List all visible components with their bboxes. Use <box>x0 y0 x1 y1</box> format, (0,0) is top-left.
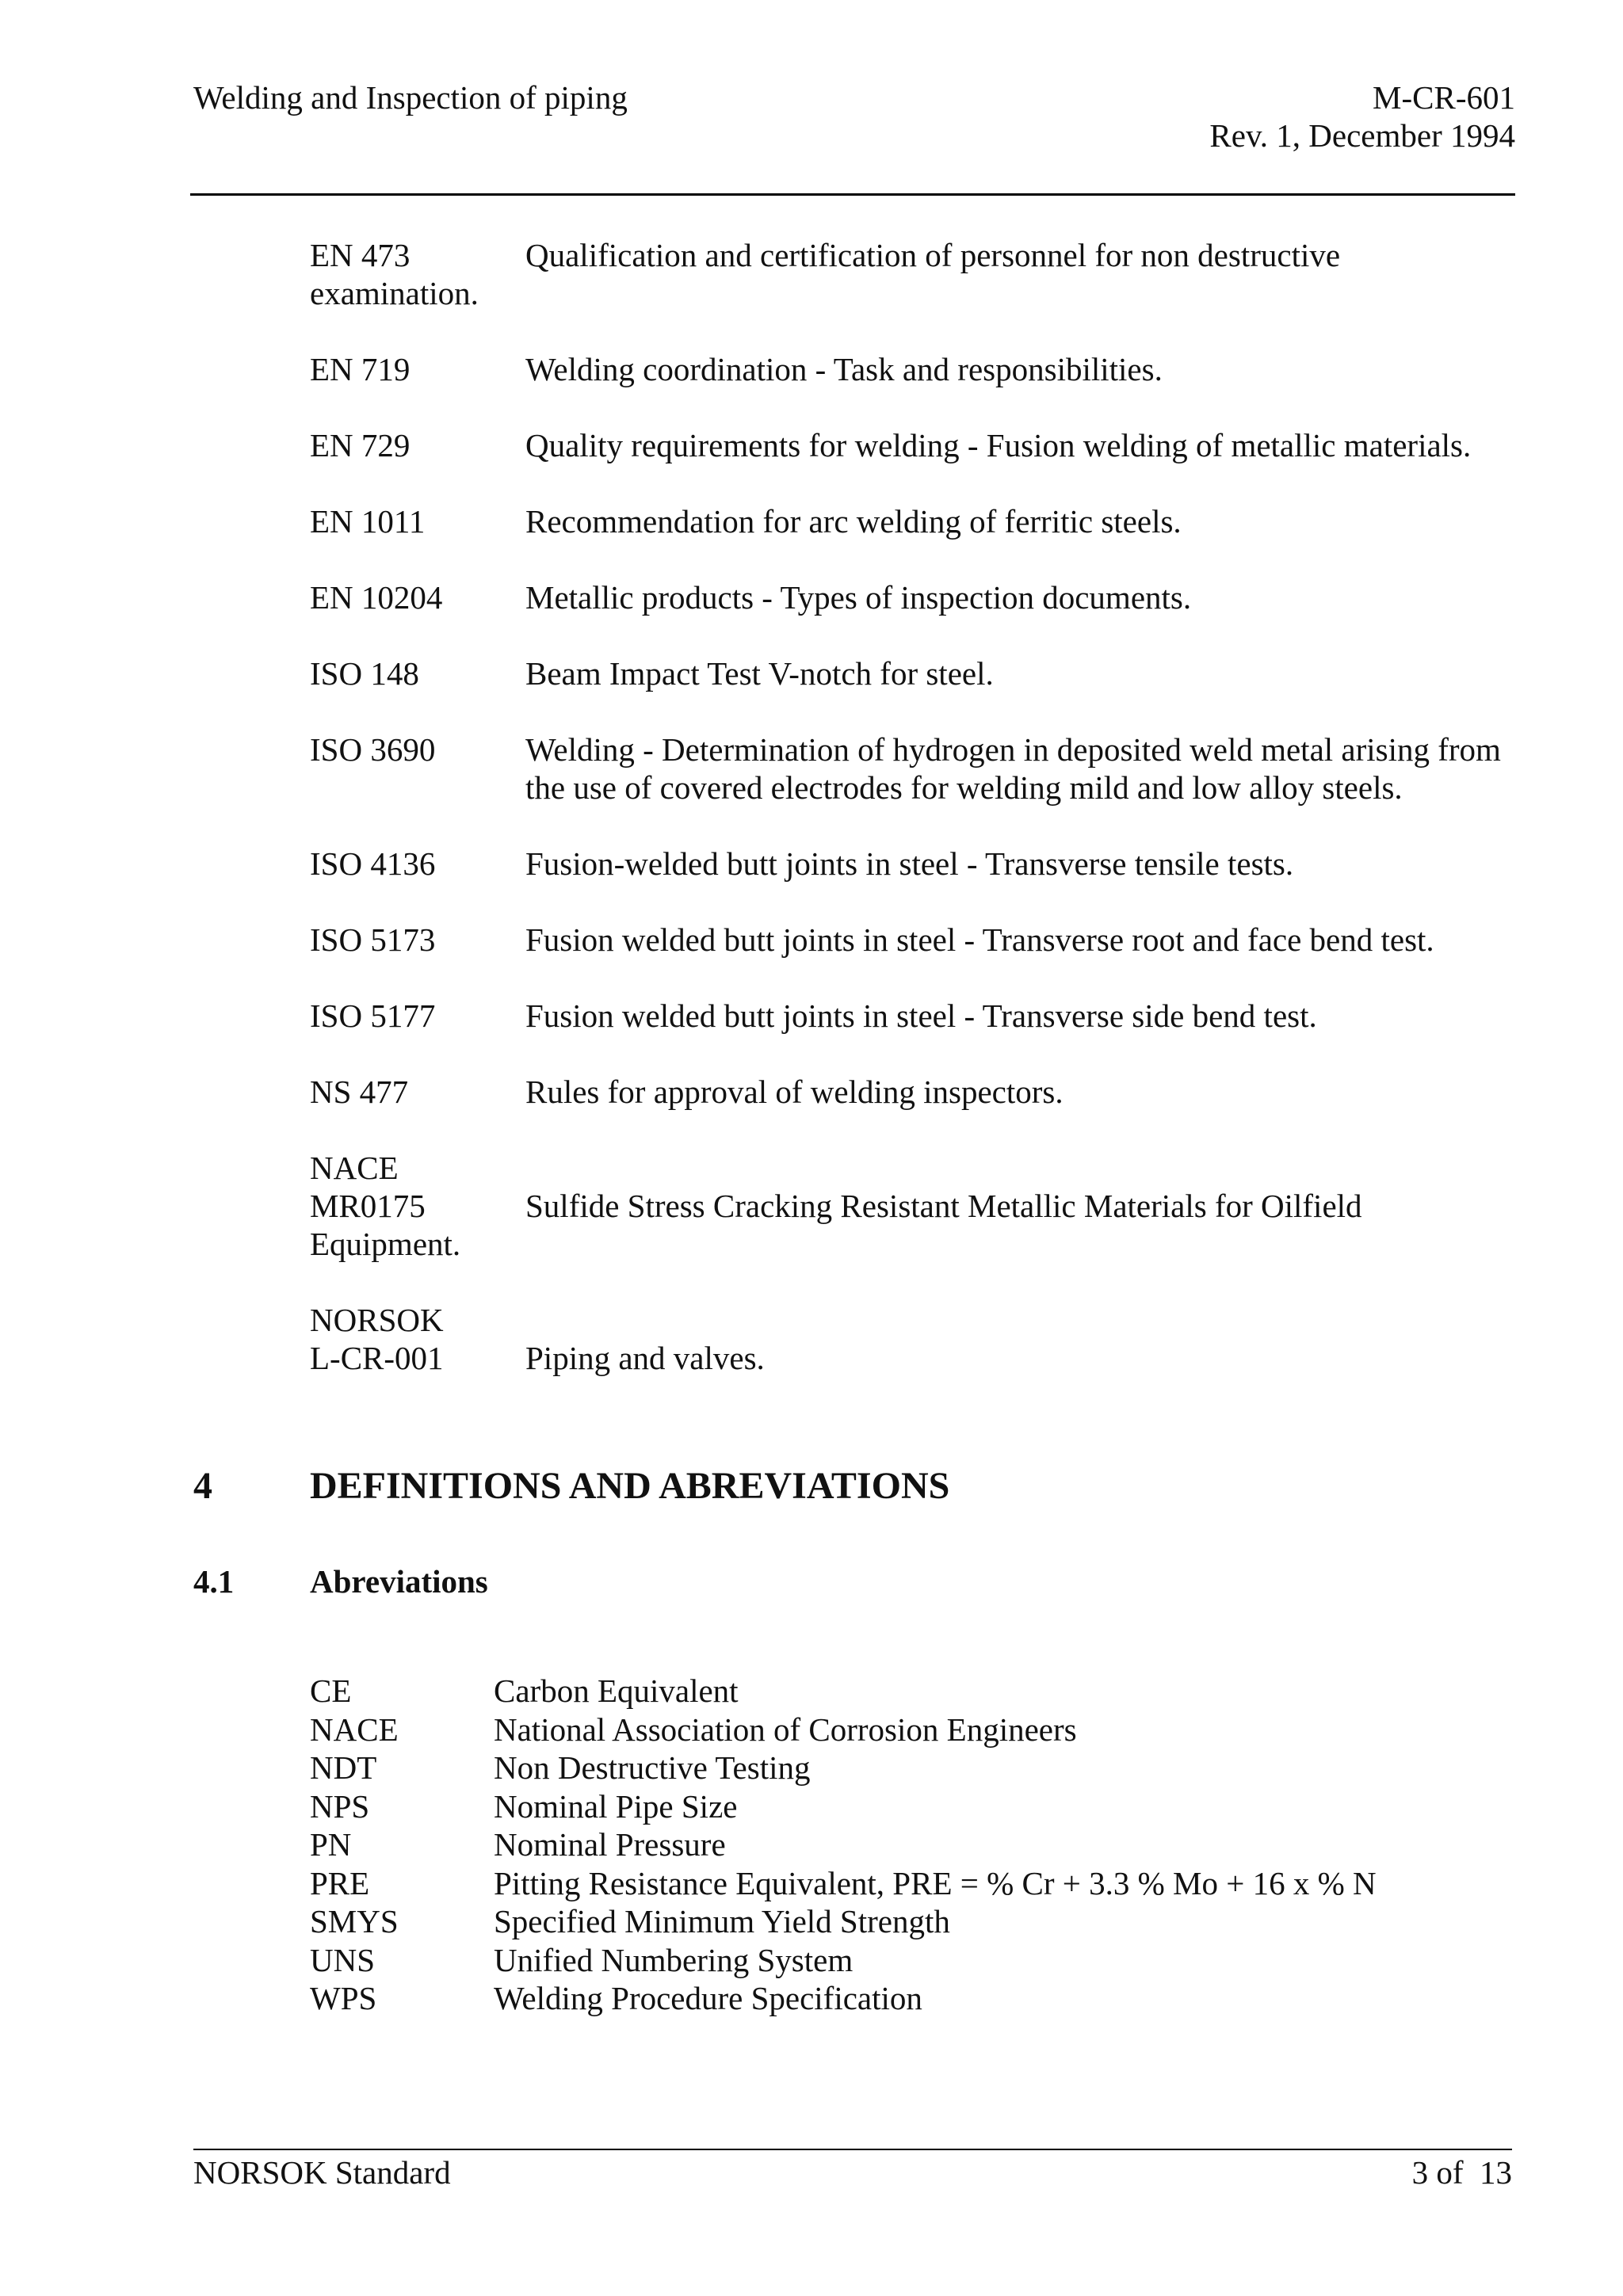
reference-description: Sulfide Stress Cracking Resistant Metallic Materials for Oilfield <box>525 1188 1362 1224</box>
reference-code: EN 1011 <box>310 503 426 540</box>
reference-code: EN 10204 <box>310 579 443 616</box>
reference-description: Recommendation for arc welding of ferritic steels. <box>525 503 1182 540</box>
abbreviation-row <box>310 1979 1377 2018</box>
revision: Rev. 1, December 1994 <box>1209 117 1515 154</box>
abbreviation-code: WPS <box>310 1980 377 2016</box>
reference-description: Metallic products - Types of inspection documents. <box>525 579 1192 616</box>
abbreviation-code: NPS <box>310 1787 370 1825</box>
reference-item <box>310 426 1518 464</box>
abbreviation-meaning: Carbon Equivalent <box>494 1672 739 1709</box>
abbreviation-meaning: Welding Procedure Specification <box>494 1980 922 2016</box>
reference-code: ISO 148 <box>310 655 419 692</box>
header-title: Welding and Inspection of piping <box>193 79 628 116</box>
abbreviation-code: NDT <box>310 1749 377 1786</box>
abbreviation-meaning: Unified Numbering System <box>494 1941 854 1978</box>
subsection-heading <box>193 1562 488 1600</box>
reference-description: Rules for approval of welding inspectors. <box>525 1074 1064 1110</box>
abbreviation-list <box>310 1672 1377 2018</box>
reference-item <box>310 845 1518 883</box>
reference-code: ISO 3690 <box>310 731 436 768</box>
abbreviation-meaning: National Association of Corrosion Engineers <box>494 1711 1077 1748</box>
reference-description: Fusion-welded butt joints in steel - Transverse tensile tests. <box>525 845 1294 882</box>
abbreviation-row <box>310 1941 1377 1980</box>
reference-item <box>310 1149 1518 1263</box>
reference-item <box>310 921 1518 959</box>
reference-code: EN 473 <box>310 237 411 273</box>
reference-code: ISO 5177 <box>310 997 436 1034</box>
reference-description-tail: examination. <box>310 275 479 311</box>
abbreviation-code: SMYS <box>310 1903 399 1939</box>
subsection-title: Abreviations <box>310 1563 488 1600</box>
reference-description: Piping and valves. <box>525 1340 765 1376</box>
abbreviation-meaning: Non Destructive Testing <box>494 1749 811 1786</box>
reference-description: Welding - Determination of hydrogen in deposited weld metal arising from the use of covered electrodes for welding mild and low alloy steels. <box>525 731 1501 806</box>
reference-code: EN 729 <box>310 427 411 463</box>
reference-item <box>310 1073 1518 1111</box>
reference-code: ISO 4136 <box>310 845 436 882</box>
section-heading <box>193 1464 949 1508</box>
reference-code-line2: MR0175 <box>310 1188 426 1224</box>
reference-item <box>310 730 1518 807</box>
doc-number: M-CR-601 <box>1373 79 1515 116</box>
section-title: DEFINITIONS AND ABREVIATIONS <box>310 1465 950 1507</box>
abbreviation-code: UNS <box>310 1941 376 1978</box>
abbreviation-row <box>310 1864 1377 1903</box>
abbreviation-code: PN <box>310 1826 352 1863</box>
reference-code-line2: L-CR-001 <box>310 1340 444 1376</box>
reference-code-line1: NACE <box>310 1150 399 1186</box>
abbreviation-row <box>310 1902 1377 1941</box>
page-number: 3 of 13 <box>1411 2154 1512 2191</box>
header-divider <box>190 193 1515 196</box>
section-number: 4 <box>193 1465 212 1507</box>
reference-code-line1: NORSOK <box>310 1302 444 1338</box>
reference-description: Beam Impact Test V-notch for steel. <box>525 655 994 692</box>
reference-description: Fusion welded butt joints in steel - Transverse root and face bend test. <box>525 921 1434 958</box>
reference-description: Welding coordination - Task and responsibilities. <box>525 351 1163 387</box>
reference-description: Quality requirements for welding - Fusion welding of metallic materials. <box>525 427 1472 463</box>
reference-item <box>310 997 1518 1035</box>
abbreviation-row <box>310 1672 1377 1711</box>
abbreviation-meaning: Pitting Resistance Equivalent, PRE = % Cr + 3.3 % Mo + 16 x % N <box>494 1864 1377 1901</box>
abbreviation-code: PRE <box>310 1864 370 1901</box>
abbreviation-meaning: Nominal Pressure <box>494 1826 726 1863</box>
footer-divider <box>193 2149 1512 2150</box>
abbreviation-meaning: Nominal Pipe Size <box>494 1787 738 1825</box>
abbreviation-meaning: Specified Minimum Yield Strength <box>494 1903 950 1939</box>
abbreviation-row <box>310 1825 1377 1864</box>
reference-item <box>310 578 1518 616</box>
reference-list <box>310 236 1518 1415</box>
reference-item <box>310 1301 1518 1377</box>
abbreviation-code: NACE <box>310 1711 399 1748</box>
subsection-number: 4.1 <box>193 1563 235 1600</box>
reference-description: Qualification and certification of personnel for non destructive <box>525 237 1341 273</box>
reference-item <box>310 502 1518 540</box>
reference-code: NS 477 <box>310 1074 409 1110</box>
reference-item <box>310 654 1518 692</box>
reference-description: Fusion welded butt joints in steel - Transverse side bend test. <box>525 997 1317 1034</box>
footer-label: NORSOK Standard <box>193 2154 451 2191</box>
reference-item <box>310 350 1518 388</box>
abbreviation-row <box>310 1749 1377 1787</box>
reference-code: ISO 5173 <box>310 921 436 958</box>
abbreviation-code: CE <box>310 1672 352 1709</box>
header-doc-info <box>1209 78 1515 154</box>
reference-description-tail: Equipment. <box>310 1226 461 1262</box>
abbreviation-row <box>310 1787 1377 1826</box>
abbreviation-row <box>310 1711 1377 1749</box>
reference-item <box>310 236 1518 312</box>
reference-code: EN 719 <box>310 351 411 387</box>
